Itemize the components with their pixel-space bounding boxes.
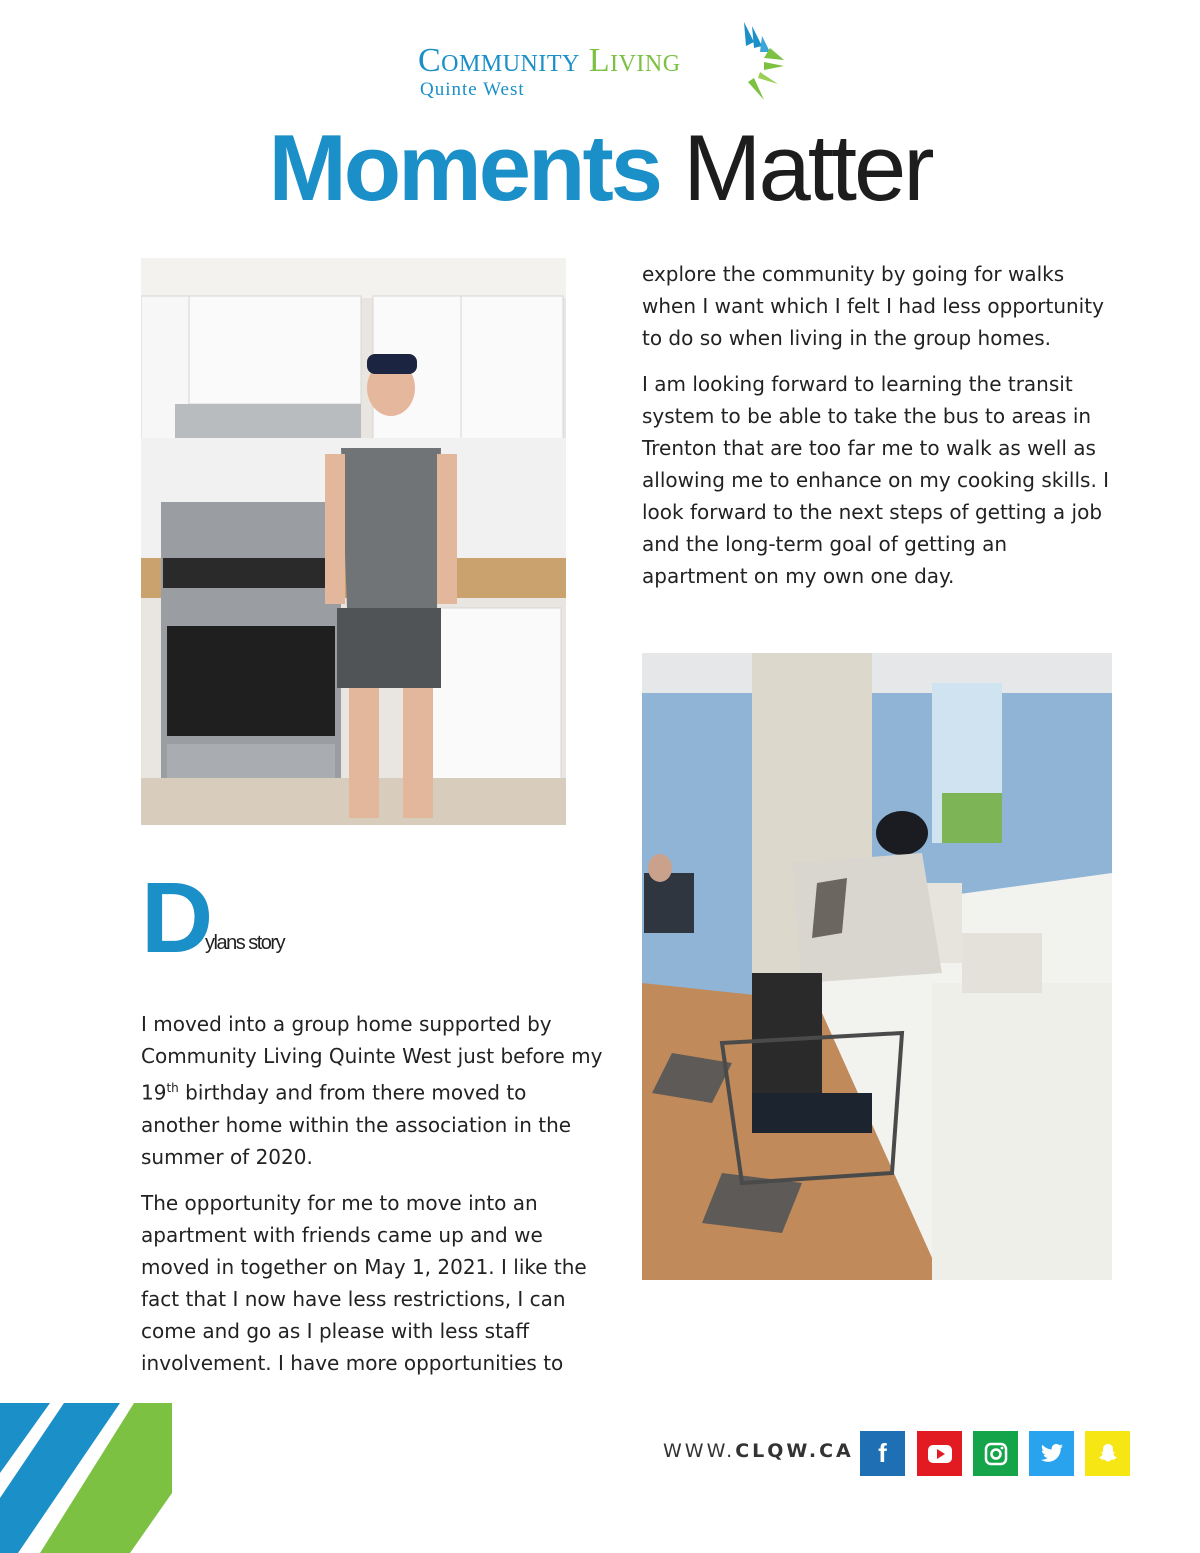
snapchat-icon[interactable] [1085, 1431, 1130, 1476]
ordinal-suffix: th [166, 1081, 179, 1095]
story-title-rest: ylans story [205, 932, 285, 954]
logo-word-living: Living [588, 42, 681, 79]
story-paragraph: explore the community by going for walks when I want which I felt I had less opportunity to do so when living in the group homes. [642, 262, 1104, 350]
logo-subtitle: Quinte West [420, 79, 525, 100]
story-paragraph: I am looking forward to learning the transit system to be able to take the bus to areas in Trenton that are too far me to walk as well as allowing me to enhance on my cooking skills. I look forward to the next steps of getting a job and the long-term goal of getting an apartment on my own one day. [642, 372, 1110, 588]
logo-wordmark [418, 42, 681, 80]
logo-word-community: Community [418, 42, 580, 79]
facebook-icon[interactable]: f [860, 1431, 905, 1476]
story-paragraph [141, 1008, 609, 1173]
url-prefix: WWW. [663, 1440, 736, 1462]
youtube-icon[interactable] [917, 1431, 962, 1476]
organization-logo [418, 22, 780, 102]
story-title [141, 862, 441, 974]
url-domain: CLQW.CA [735, 1440, 854, 1462]
page-headline [0, 115, 1200, 220]
twitter-icon[interactable] [1029, 1431, 1074, 1476]
headline-moments: Moments [268, 115, 661, 220]
story-left-column [141, 1008, 609, 1393]
story-text: I moved into a group home supported by Community Living Quinte West just before my 19 [141, 1012, 603, 1105]
website-url[interactable] [663, 1440, 854, 1462]
kitchen-photo [141, 258, 566, 825]
story-right-column [642, 258, 1112, 606]
story-paragraph: The opportunity for me to move into an apartment with friends came up and we moved in together on May 1, 2021. I like the fact that I now have less restrictions, I can come and go as I please with less staff involvement. I have more opportunities to [141, 1190, 587, 1375]
story-dropcap: D [141, 862, 214, 974]
instagram-icon[interactable] [973, 1431, 1018, 1476]
footer-brand-shape [0, 1403, 172, 1553]
story-text: birthday and from there moved to another home within the association in the summer of 2020. [141, 1080, 572, 1169]
logo-burst-icon [724, 22, 784, 102]
headline-matter: Matter [683, 115, 932, 220]
laundromat-photo [642, 653, 1112, 1280]
